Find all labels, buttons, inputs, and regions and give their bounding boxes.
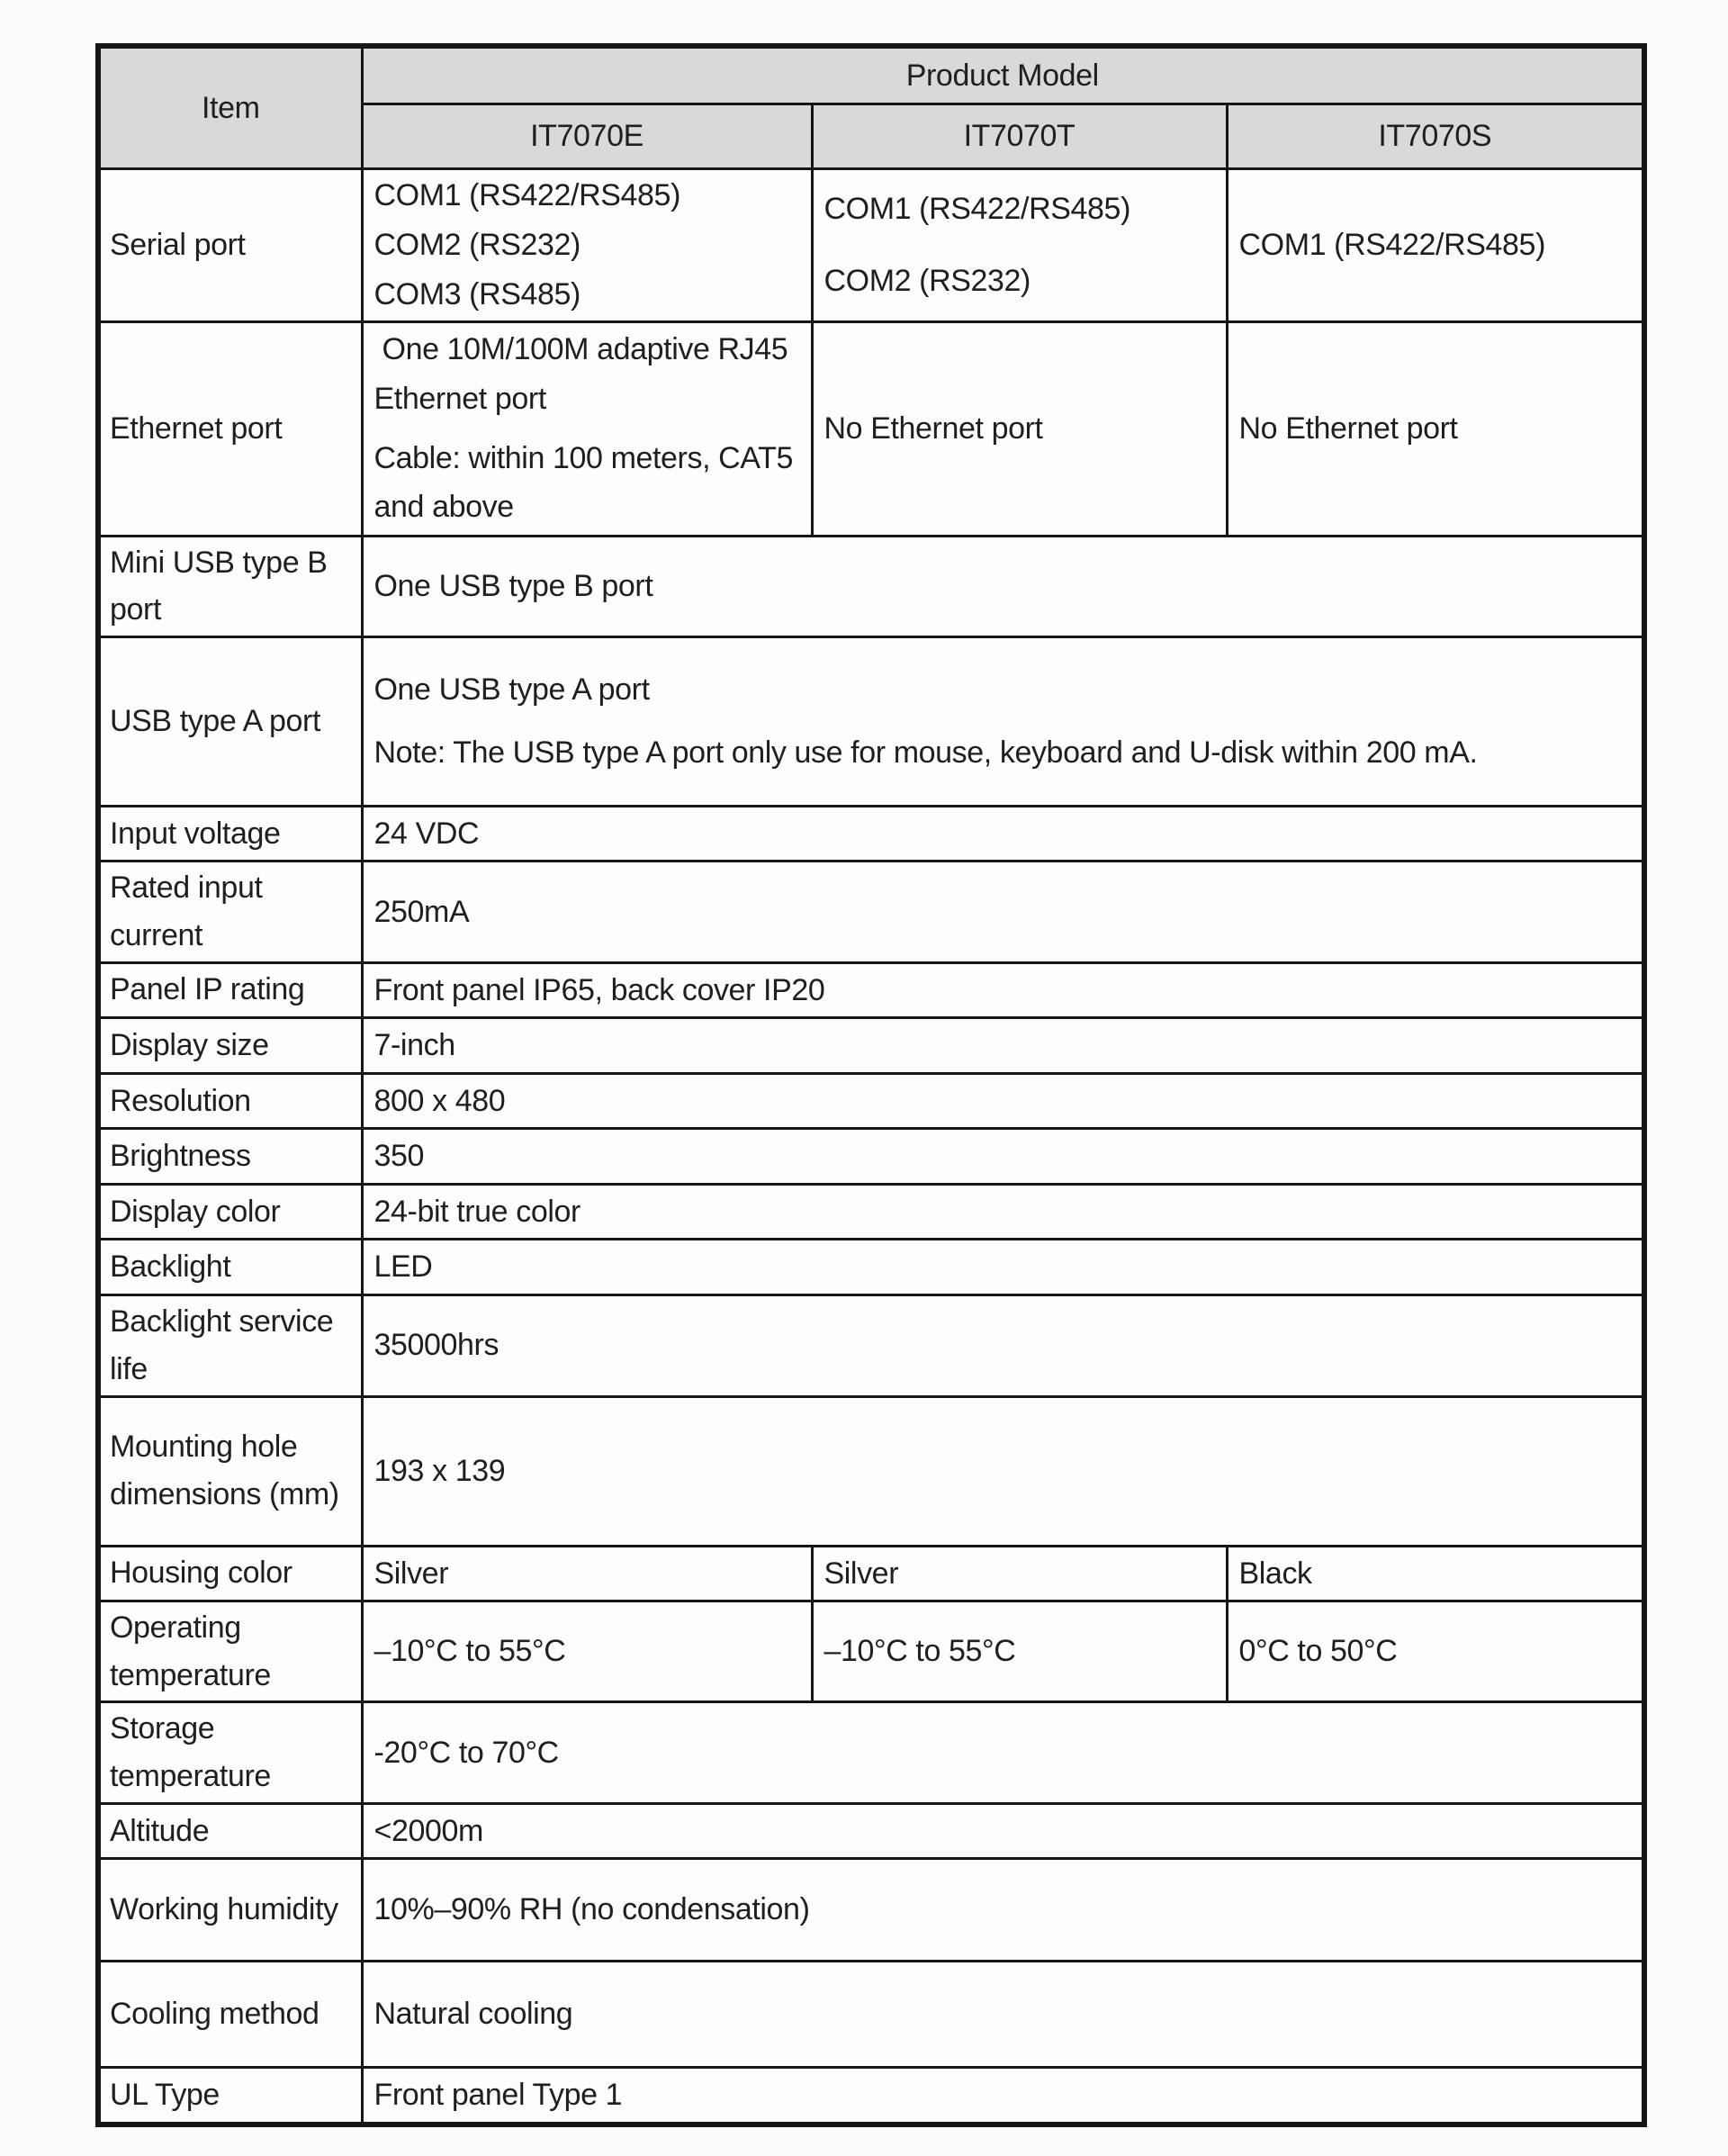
value-line: One 10M/100M adaptive RJ45 Ethernet port [374, 332, 796, 416]
item-label-serial-port: Serial port [98, 168, 362, 321]
row-display-color [98, 1184, 1644, 1239]
model-header-it7070e: IT7070E [362, 104, 812, 168]
display-color-value-cell: 24-bit true color [362, 1184, 1644, 1239]
product-spec-table [95, 43, 1647, 2127]
value-line: COM1 (RS422/RS485) [824, 191, 1130, 226]
value-line: COM2 (RS232) [824, 264, 1030, 298]
input-voltage-value-cell: 24 VDC [362, 806, 1644, 861]
row-ul-type [98, 2068, 1644, 2124]
operating-temperature-it7070e-cell: –10°C to 55°C [362, 1601, 812, 1701]
row-mounting-hole-dimensions [98, 1396, 1644, 1546]
row-display-size [98, 1018, 1644, 1074]
housing-color-it7070e-cell: Silver [362, 1546, 812, 1601]
model-header-it7070t: IT7070T [812, 104, 1227, 168]
row-working-humidity [98, 1859, 1644, 1962]
header-row-product-model [98, 46, 1644, 104]
value-line: Note: The USB type A port only use for mouse, keyboard and U-disk within 200 mA. [374, 735, 1478, 771]
item-label-brightness: Brightness [98, 1129, 362, 1184]
row-operating-temperature [98, 1601, 1644, 1701]
model-header-it7070s: IT7070S [1227, 104, 1644, 168]
product-model-header: Product Model [362, 46, 1644, 104]
ethernet-it7070t-cell: No Ethernet port [812, 321, 1227, 536]
row-panel-ip-rating [98, 962, 1644, 1017]
row-usb-type-a [98, 636, 1644, 806]
value-line: Cable: within 100 meters, CAT5 and above [374, 441, 802, 525]
operating-temperature-it7070s-cell: 0°C to 50°C [1227, 1601, 1644, 1701]
item-label-housing-color: Housing color [98, 1546, 362, 1601]
item-label-ethernet-port: Ethernet port [98, 321, 362, 536]
item-label-display-size: Display size [98, 1018, 362, 1074]
display-size-value-cell: 7-inch [362, 1018, 1644, 1074]
operating-temperature-it7070t-cell: –10°C to 55°C [812, 1601, 1227, 1701]
value-line: COM2 (RS232) [374, 227, 580, 262]
item-label-panel-ip-rating: Panel IP rating [98, 962, 362, 1017]
value-line: COM1 (RS422/RS485) [374, 177, 680, 212]
item-label-cooling-method: Cooling method [98, 1962, 362, 2068]
row-backlight-service-life [98, 1295, 1644, 1396]
row-cooling-method [98, 1962, 1644, 2068]
serial-port-it7070t-cell [812, 168, 1227, 321]
mini-usb-b-value-cell: One USB type B port [362, 536, 1644, 636]
item-label-mounting-hole: Mounting hole dimensions (mm) [98, 1396, 362, 1546]
item-label-input-voltage: Input voltage [98, 806, 362, 861]
item-label-storage-temperature: Storage temperature [98, 1702, 362, 1803]
row-housing-color [98, 1546, 1644, 1601]
value-line: One USB type A port [374, 672, 650, 707]
row-resolution [98, 1074, 1644, 1129]
ul-type-value-cell: Front panel Type 1 [362, 2068, 1644, 2124]
item-label-operating-temperature: Operating temperature [98, 1601, 362, 1701]
row-brightness [98, 1129, 1644, 1184]
item-label-rated-input-current: Rated input current [98, 861, 362, 962]
housing-color-it7070t-cell: Silver [812, 1546, 1227, 1601]
row-serial-port [98, 168, 1644, 321]
backlight-value-cell: LED [362, 1240, 1644, 1295]
resolution-value-cell: 800 x 480 [362, 1074, 1644, 1129]
item-column-header: Item [98, 46, 362, 168]
table-body [98, 168, 1644, 2124]
panel-ip-rating-value-cell: Front panel IP65, back cover IP20 [362, 962, 1644, 1017]
row-altitude [98, 1803, 1644, 1858]
ethernet-it7070s-cell: No Ethernet port [1227, 321, 1644, 536]
item-label-working-humidity: Working humidity [98, 1859, 362, 1962]
item-label-altitude: Altitude [98, 1803, 362, 1858]
serial-port-it7070e-cell [362, 168, 812, 321]
rated-input-current-value-cell: 250mA [362, 861, 1644, 962]
row-rated-input-current [98, 861, 1644, 962]
item-label-ul-type: UL Type [98, 2068, 362, 2124]
cooling-method-value-cell: Natural cooling [362, 1962, 1644, 2068]
row-input-voltage [98, 806, 1644, 861]
backlight-service-life-value-cell: 35000hrs [362, 1295, 1644, 1396]
altitude-value-cell: <2000m [362, 1803, 1644, 1858]
spec-sheet [95, 43, 1647, 2127]
row-mini-usb-type-b [98, 536, 1644, 636]
usb-a-value-cell [362, 636, 1644, 806]
item-label-usb-a: USB type A port [98, 636, 362, 806]
housing-color-it7070s-cell: Black [1227, 1546, 1644, 1601]
serial-port-it7070s-cell: COM1 (RS422/RS485) [1227, 168, 1644, 321]
row-ethernet-port [98, 321, 1644, 536]
item-label-resolution: Resolution [98, 1074, 362, 1129]
working-humidity-value-cell: 10%–90% RH (no condensation) [362, 1859, 1644, 1962]
table-header [98, 46, 1644, 168]
item-label-backlight: Backlight [98, 1240, 362, 1295]
storage-temperature-value-cell: -20°C to 70°C [362, 1702, 1644, 1803]
row-backlight [98, 1240, 1644, 1295]
value-line: COM3 (RS485) [374, 276, 580, 311]
mounting-hole-value-cell: 193 x 139 [362, 1396, 1644, 1546]
item-label-display-color: Display color [98, 1184, 362, 1239]
item-label-mini-usb-b: Mini USB type B port [98, 536, 362, 636]
row-storage-temperature [98, 1702, 1644, 1803]
item-label-backlight-service-life: Backlight service life [98, 1295, 362, 1396]
ethernet-it7070e-cell [362, 321, 812, 536]
brightness-value-cell: 350 [362, 1129, 1644, 1184]
